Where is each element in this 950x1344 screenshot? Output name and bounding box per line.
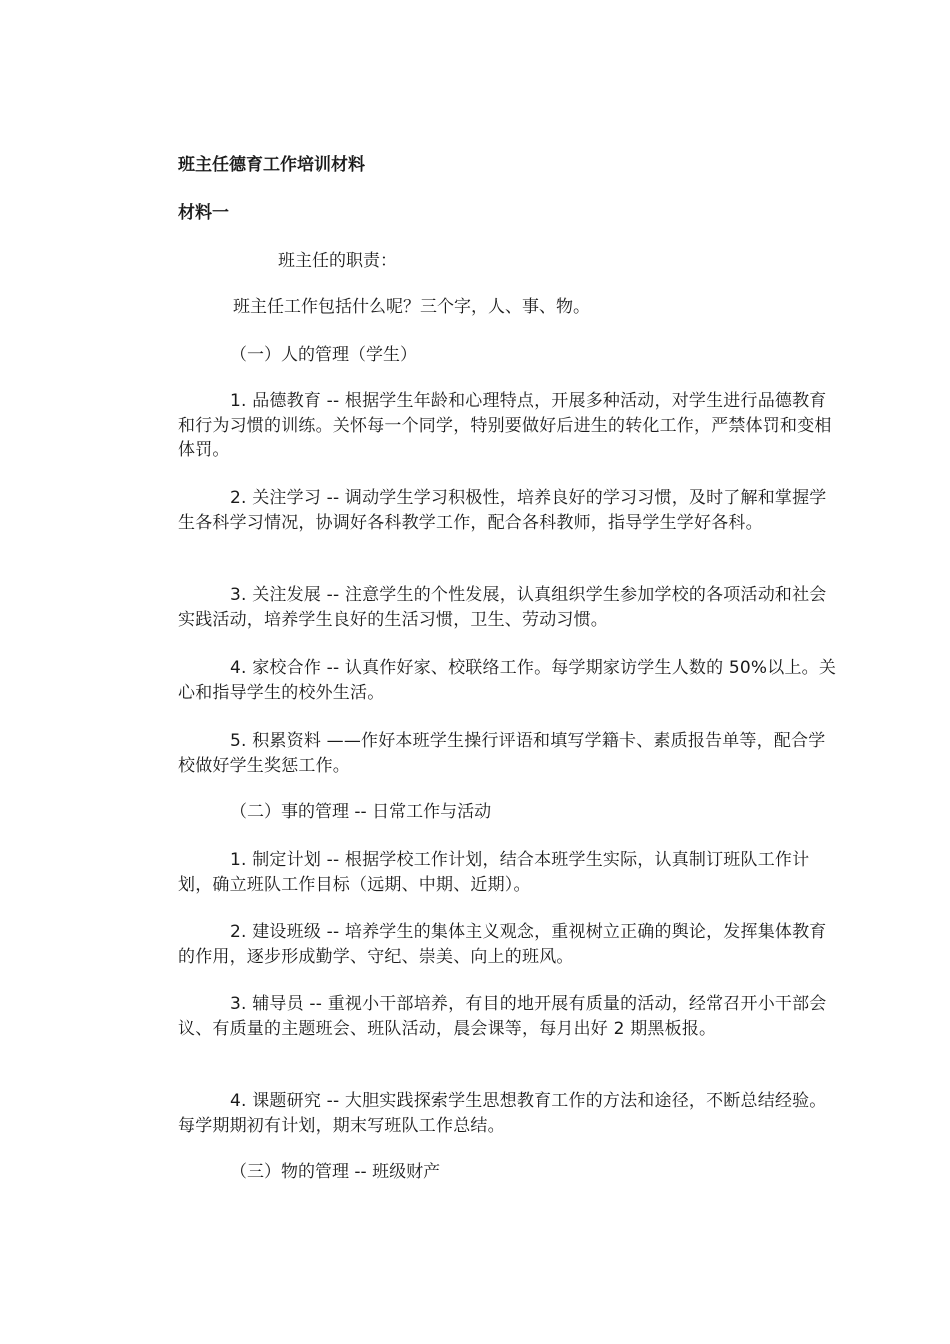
duties-heading: 班主任的职责： xyxy=(278,251,397,271)
section-heading: 材料一 xyxy=(178,203,229,223)
list-item: 2. 关注学习 -- 调动学生学习积极性，培养良好的学习习惯，及时了解和掌握学生各科学习情况，协调好各科教学工作，配合各科教师，指导学生学好各科。 xyxy=(178,488,827,533)
list-item: 3. 辅导员 -- 重视小干部培养，有目的地开展有质量的活动，经常召开小干部会议、有质量的主题班会、班队活动，晨会课等，每月出好 2 期黑板报。 xyxy=(178,994,827,1039)
list-item: 1. 品德教育 -- 根据学生年龄和心理特点，开展多种活动，对学生进行品德教育和行为习惯的训练。关怀每一个同学，特别要做好后进生的转化工作，严禁体罚和变相体罚。 xyxy=(178,391,832,460)
document-title: 班主任德育工作培训材料 xyxy=(178,155,365,175)
intro-paragraph: 班主任工作包括什么呢？三个字，人、事、物。 xyxy=(233,297,590,317)
list-item: 3. 关注发展 -- 注意学生的个性发展，认真组织学生参加学校的各项活动和社会实践活动，培养学生良好的生活习惯，卫生、劳动习惯。 xyxy=(178,585,827,630)
part-heading-people: （一）人的管理（学生） xyxy=(230,345,417,365)
list-item: 1. 制定计划 -- 根据学校工作计划，结合本班学生实际，认真制订班队工作计划，确立班队工作目标（远期、中期、近期）。 xyxy=(178,850,810,895)
list-item: 4. 家校合作 -- 认真作好家、校联络工作。每学期家访学生人数的 50%以上。关心和指导学生的校外生活。 xyxy=(178,658,837,703)
part-heading-property: （三）物的管理 -- 班级财产 xyxy=(230,1162,441,1182)
part-heading-affairs: （二）事的管理 -- 日常工作与活动 xyxy=(230,802,492,822)
list-item: 2. 建设班级 -- 培养学生的集体主义观念，重视树立正确的舆论，发挥集体教育的作用，逐步形成勤学、守纪、崇美、向上的班风。 xyxy=(178,922,827,967)
list-item: 4. 课题研究 -- 大胆实践探索学生思想教育工作的方法和途径，不断总结经验。每学期期初有计划，期末写班队工作总结。 xyxy=(178,1091,827,1136)
list-item: 5. 积累资料 ——作好本班学生操行评语和填写学籍卡、素质报告单等，配合学校做好学生奖惩工作。 xyxy=(178,731,826,776)
